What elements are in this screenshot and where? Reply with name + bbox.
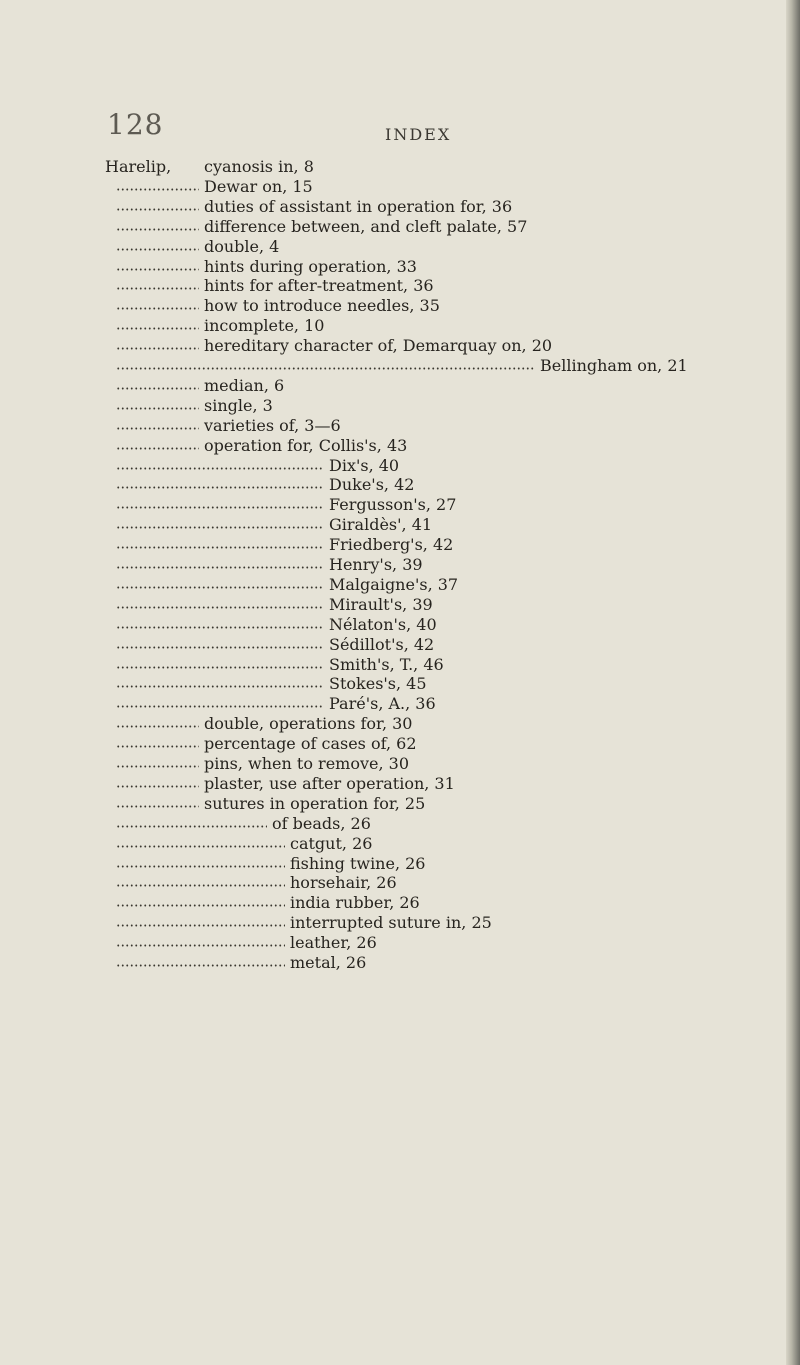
index-entry: [0, 336, 800, 356]
leader-dots: [116, 347, 199, 350]
index-entry-text: Friedberg's, 42: [329, 535, 454, 555]
index-entry: [0, 296, 800, 316]
leader-dots: [116, 208, 199, 211]
index-entry: [0, 555, 800, 575]
index-entry-text: Henry's, 39: [329, 555, 423, 574]
index-heading: Harelip,: [105, 157, 172, 176]
index-entry: [0, 854, 800, 874]
leader-dots: [116, 467, 324, 470]
leader-dots: [116, 228, 199, 231]
index-entry: [0, 615, 800, 635]
index-entry-text: metal, 26: [290, 953, 367, 972]
leader-dots: [116, 327, 199, 330]
index-entry-text: plaster, use after operation, 31: [204, 773, 455, 793]
index-entry: [0, 694, 800, 714]
index-entry-text: Dewar on, 15: [204, 176, 313, 196]
index-entry-text: Giraldès', 41: [329, 515, 433, 535]
index-entry-text: Sédillot's, 42: [329, 634, 435, 654]
index-entry: [0, 436, 800, 456]
leader-dots: [116, 387, 199, 390]
leader-dots: [116, 606, 324, 609]
index-entry-text: how to introduce needles, 35: [204, 296, 440, 316]
index-entry-text: Malgaigne's, 37: [329, 574, 459, 594]
index-entry-text: fishing twine, 26: [290, 853, 426, 873]
leader-dots: [116, 407, 199, 410]
index-entry: [0, 197, 800, 217]
index-entry-text: sutures in operation for, 25: [204, 793, 426, 813]
index-entry-text: Mirault's, 39: [329, 594, 433, 614]
leader-dots: [116, 566, 324, 569]
index-entry-text: interrupted suture in, 25: [290, 913, 492, 933]
index-entry: [0, 674, 800, 694]
index-entry-text: Duke's, 42: [329, 475, 415, 495]
leader-dots: [116, 666, 324, 669]
leader-dots: [116, 506, 324, 509]
index-entry: [0, 714, 800, 734]
index-entry: [0, 257, 800, 277]
index-entry: [0, 814, 800, 834]
leader-dots: [116, 805, 199, 808]
leader-dots: [116, 367, 535, 370]
running-head: INDEX: [385, 125, 452, 144]
index-entry: [0, 873, 800, 893]
index-entry-text: pins, when to remove, 30: [204, 754, 410, 773]
index-entry-text: Stokes's, 45: [329, 674, 427, 694]
index-entry-text: percentage of cases of, 62: [204, 734, 417, 754]
index-entry: [0, 595, 800, 615]
index-entry: [0, 635, 800, 655]
index-entry-text: of beads, 26: [272, 813, 371, 833]
index-entry: [0, 217, 800, 237]
leader-dots: [116, 526, 324, 529]
index-entry-text: catgut, 26: [290, 833, 373, 853]
leader-dots: [116, 884, 285, 887]
index-entry-text: Paré's, A., 36: [329, 694, 436, 714]
index-entry-text: Smith's, T., 46: [329, 654, 444, 674]
index-entry: [0, 276, 800, 296]
index-entry: [0, 376, 800, 396]
index-entry: [0, 475, 800, 495]
leader-dots: [116, 447, 199, 450]
leader-dots: [116, 307, 199, 310]
index-entry-text: Fergusson's, 27: [329, 495, 457, 515]
index-entry-text: single, 3: [204, 395, 273, 415]
index-entry: [0, 655, 800, 675]
index-entry: [0, 794, 800, 814]
index-entry-text: duties of assistant in operation for, 36: [204, 196, 513, 216]
index-entry-text: operation for, Collis's, 43: [204, 435, 408, 455]
leader-dots: [116, 486, 324, 489]
index-entry-text: horsehair, 26: [290, 873, 397, 893]
page-number: 128: [107, 108, 164, 141]
leader-dots: [116, 865, 285, 868]
leader-dots: [116, 287, 199, 290]
index-entry-text: double, operations for, 30: [204, 714, 413, 734]
leader-dots: [116, 944, 285, 947]
leader-dots: [116, 904, 285, 907]
index-entry-text: Dix's, 40: [329, 455, 400, 475]
index-entry-text: median, 6: [204, 375, 285, 395]
index-entry-text: india rubber, 26: [290, 893, 420, 913]
leader-dots: [116, 785, 199, 788]
index-entry: [0, 754, 800, 774]
leader-dots: [116, 586, 324, 589]
index-entry-text: hints during operation, 33: [204, 256, 417, 276]
index-entry: [0, 456, 800, 476]
leader-dots: [116, 685, 324, 688]
leader-dots: [116, 188, 199, 191]
index-entry: [0, 157, 800, 177]
index-entry: [0, 933, 800, 953]
index-entry: [0, 396, 800, 416]
index-entry-text: double, 4: [204, 236, 280, 256]
leader-dots: [116, 427, 199, 430]
index-entry: [0, 316, 800, 336]
index-entry: [0, 734, 800, 754]
index-entry: [0, 774, 800, 794]
index-entry-text: Bellingham on, 21: [540, 356, 688, 375]
leader-dots: [116, 825, 267, 828]
index-entry-text: difference between, and cleft palate, 57: [204, 216, 528, 236]
leader-dots: [116, 646, 324, 649]
index-entry: [0, 575, 800, 595]
leader-dots: [116, 964, 285, 967]
index-entry-text: incomplete, 10: [204, 316, 325, 336]
index-entry-text: Nélaton's, 40: [329, 614, 437, 634]
index-entry: [0, 913, 800, 933]
leader-dots: [116, 705, 324, 708]
index-entry: [0, 515, 800, 535]
leader-dots: [116, 546, 324, 549]
index-entry-text: leather, 26: [290, 933, 377, 953]
index-entry-text: cyanosis in, 8: [204, 157, 314, 176]
leader-dots: [116, 626, 324, 629]
index-entry: [0, 893, 800, 913]
index-entry: [0, 356, 800, 376]
index-entry: [0, 535, 800, 555]
leader-dots: [116, 924, 285, 927]
index-entry-text: varieties of, 3—6: [204, 415, 341, 435]
leader-dots: [116, 765, 199, 768]
leader-dots: [116, 725, 199, 728]
index-entry-text: hints for after-treatment, 36: [204, 276, 434, 296]
index-entry: [0, 177, 800, 197]
index-entry: [0, 416, 800, 436]
leader-dots: [116, 268, 199, 271]
leader-dots: [116, 248, 199, 251]
index-entry: [0, 237, 800, 257]
leader-dots: [116, 745, 199, 748]
index-entry-text: hereditary character of, Demarquay on, 20: [204, 336, 553, 356]
index-entry: [0, 953, 800, 973]
index-entry: [0, 495, 800, 515]
leader-dots: [116, 845, 285, 848]
index-entry: [0, 834, 800, 854]
